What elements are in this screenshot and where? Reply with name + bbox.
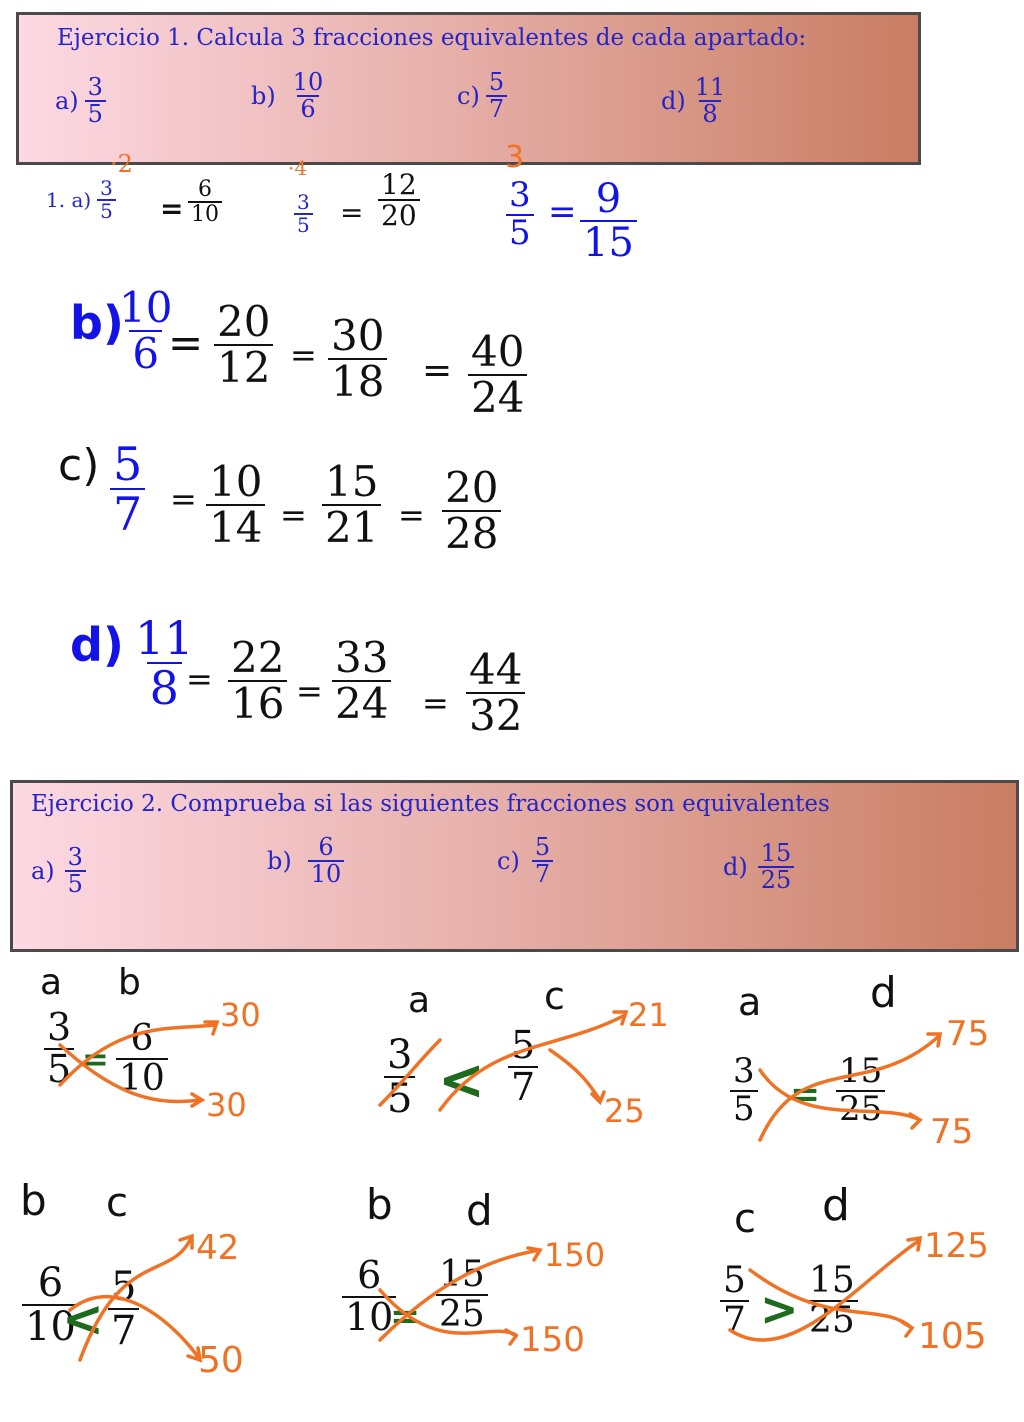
equals-sign: =: [170, 480, 197, 518]
cross-product-bottom: 25: [604, 1092, 645, 1130]
exercise2-title: Ejercicio 2. Comprueba si las siguientes fracciones son equivalentes: [31, 791, 830, 817]
exercise1-title: Ejercicio 1. Calcula 3 fracciones equivalentes de cada apartado:: [57, 25, 807, 51]
pair-letter: c: [544, 974, 565, 1018]
pair-letter: d: [870, 968, 897, 1017]
cross-product-bottom: 150: [520, 1320, 585, 1360]
pair-letter: d: [466, 1186, 493, 1235]
equals-sign: =: [186, 660, 213, 698]
exercise2-item-d: d) $\frac{15}{25}$: [723, 841, 794, 893]
cross-product-top: 30: [220, 996, 261, 1034]
fraction: $\frac{6}{10}$: [116, 1020, 168, 1098]
answer-c-label: c): [58, 440, 100, 491]
arrow-stroke: [760, 1034, 940, 1140]
pair-letter: a: [40, 962, 63, 1003]
equals-sign: =: [422, 350, 453, 391]
equals-sign: =: [160, 192, 184, 225]
fraction: $\frac{11}{8}$: [694, 73, 726, 129]
cross-product-top: 21: [628, 996, 669, 1034]
arrow-stroke: [380, 1290, 516, 1344]
comparison-sign: <: [438, 1048, 485, 1113]
exercise2-item-c: c) $\frac{5}{7}$: [497, 835, 553, 887]
fraction: $\frac{3}{5}$: [506, 178, 534, 251]
comparison-sign: =: [790, 1074, 821, 1115]
equals-sign: =: [290, 336, 317, 374]
cross-product-bottom: 75: [930, 1112, 974, 1152]
fraction: $\frac{30}{18}$: [328, 314, 387, 404]
equals-sign: =: [296, 672, 323, 710]
comparison-sign: >: [760, 1282, 799, 1336]
fraction: $\frac{3}{5}$: [65, 845, 86, 897]
exercise1-item-a: a) $\frac{3}{5}$: [55, 75, 106, 127]
exercise1-item-d: d) $\frac{11}{8}$: [661, 75, 728, 127]
fraction: $\frac{10}{6}$: [292, 68, 324, 124]
arrow-stroke: [380, 1040, 440, 1105]
fraction: $\frac{15}{25}$: [436, 1256, 488, 1334]
fraction: $\frac{3}{5}$: [384, 1034, 415, 1120]
fraction: $\frac{3}{5}$: [294, 192, 313, 236]
arrow-stroke: [60, 1045, 202, 1106]
pair-letter: a: [408, 980, 431, 1021]
cross-product-top: 150: [544, 1236, 606, 1274]
answer-b-label: b): [70, 296, 124, 350]
arrow-stroke: [60, 1022, 217, 1085]
pair-letter: b: [366, 1180, 393, 1229]
exercise1-item-b: b) $\frac{10}{6}$: [251, 70, 326, 122]
fraction: $\frac{5}{7}$: [110, 440, 145, 539]
cross-product-top: 42: [196, 1228, 240, 1268]
cross-product-top: 75: [946, 1014, 990, 1054]
multiplier-label: ·2: [110, 150, 133, 178]
pair-letter: d: [822, 1180, 850, 1231]
fraction: $\frac{10}{6}$: [119, 283, 173, 379]
arrow-stroke: [730, 1238, 920, 1340]
fraction: $\frac{3}{5}$: [97, 178, 116, 222]
fraction: $\frac{3}{5}$: [85, 75, 106, 127]
fraction: $\frac{5}{7}$: [508, 1026, 538, 1108]
fraction: $\frac{22}{16}$: [228, 636, 287, 726]
comparison-sign: <: [62, 1290, 104, 1348]
equals-sign: =: [280, 496, 307, 534]
arrow-stroke: [380, 1248, 540, 1340]
fraction: $\frac{5}{7}$: [720, 1262, 749, 1340]
fraction: $\frac{12}{20}$: [378, 170, 420, 231]
equals-sign: =: [548, 192, 577, 232]
fraction: $\frac{33}{24}$: [332, 636, 391, 726]
fraction: $\frac{5}{7}$: [532, 835, 553, 887]
fraction: $\frac{10}{14}$: [206, 460, 265, 550]
answer-d-label: d): [70, 618, 124, 672]
fraction: $\frac{20}{28}$: [442, 466, 501, 556]
pair-letter: c: [734, 1196, 756, 1242]
pair-letter: b: [118, 962, 141, 1003]
fraction: $\frac{15}{25}$: [758, 841, 795, 893]
cross-product-bottom: 50: [198, 1340, 244, 1381]
fraction: $\frac{3}{5}$: [730, 1054, 758, 1127]
fraction: $\frac{5}{7}$: [108, 1266, 139, 1352]
fraction: $\frac{6}{10}$: [22, 1262, 79, 1348]
equals-sign: =: [398, 496, 425, 534]
equals-sign: =: [422, 684, 449, 722]
fraction: $\frac{20}{12}$: [214, 300, 273, 390]
pair-letter: a: [738, 980, 762, 1024]
fraction: $\frac{40}{24}$: [468, 330, 527, 420]
fraction: $\frac{6}{10}$: [342, 1256, 396, 1338]
equals-sign: =: [340, 196, 364, 229]
exercise1-item-c: c) $\frac{5}{7}$: [457, 70, 507, 122]
pair-letter: b: [20, 1176, 47, 1225]
cross-product-top: 125: [924, 1226, 989, 1266]
fraction: $\frac{5}{7}$: [486, 70, 507, 122]
exercise2-item-a: a) $\frac{3}{5}$: [31, 845, 86, 897]
fraction: $\frac{3}{5}$: [44, 1008, 74, 1090]
exercise2-item-b: b) $\frac{6}{10}$: [267, 835, 344, 887]
equals-sign: =: [168, 318, 204, 367]
fraction: $\frac{6}{10}$: [308, 835, 345, 887]
fraction: $\frac{9}{15}$: [580, 178, 637, 264]
multiplier-label: 3: [505, 140, 525, 175]
fraction: $\frac{6}{10}$: [188, 178, 222, 226]
cross-product-bottom: 30: [206, 1086, 247, 1124]
fraction: $\frac{15}{25}$: [806, 1262, 858, 1340]
arrow-stroke: [750, 1270, 912, 1336]
fraction: $\frac{11}{8}$: [135, 611, 194, 716]
comparison-sign: =: [390, 1296, 421, 1337]
multiplier-label: ·4: [288, 156, 308, 180]
answer-a-typed: 1. a) $\frac{3}{5}$: [46, 178, 116, 222]
pair-letter: c: [106, 1180, 128, 1226]
arrow-stroke: [70, 1297, 200, 1360]
fraction: $\frac{44}{32}$: [466, 648, 525, 738]
cross-product-bottom: 105: [918, 1316, 987, 1357]
fraction: $\frac{15}{21}$: [322, 460, 381, 550]
arrow-stroke: [550, 1050, 604, 1102]
fraction: $\frac{15}{25}$: [836, 1054, 885, 1127]
comparison-sign: =: [82, 1040, 109, 1078]
